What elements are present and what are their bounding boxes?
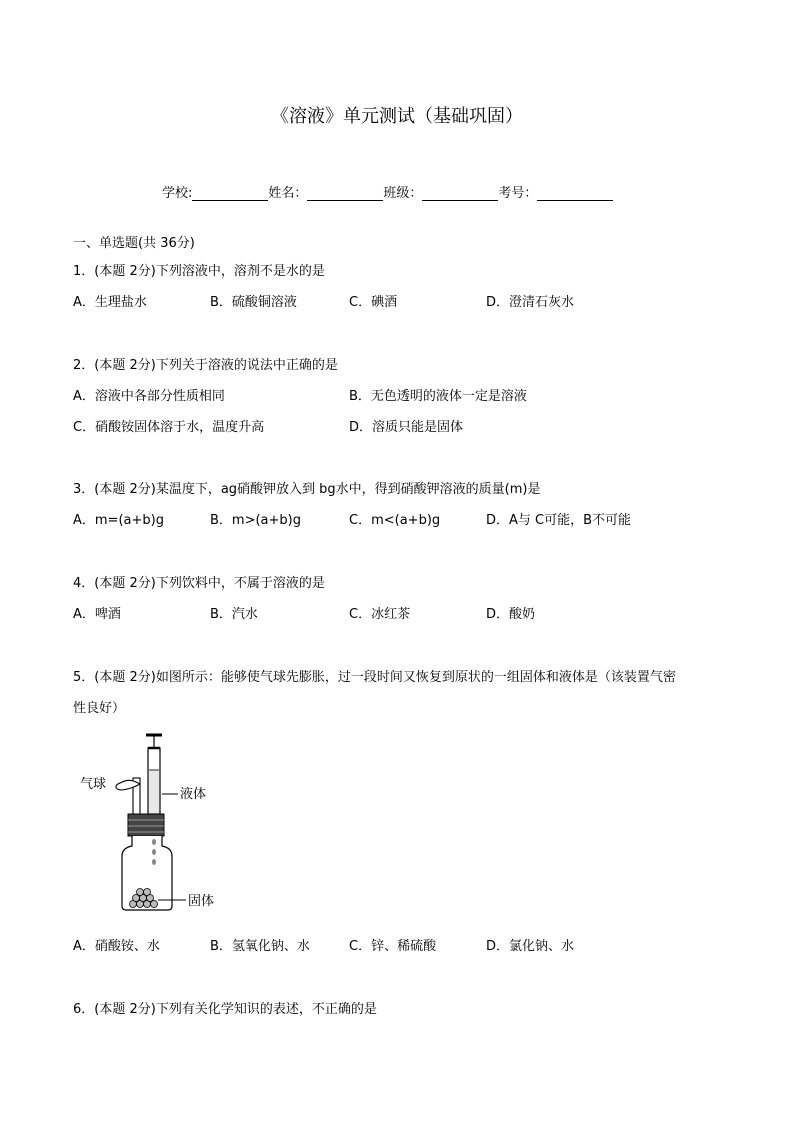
school-label: 学校: (162, 186, 193, 201)
q3-option-c[interactable]: C．m<(a+b)g (349, 513, 441, 528)
q1-option-d[interactable]: D．澄清石灰水 (486, 295, 575, 310)
section-heading: 一、单选题(共 36分) (73, 236, 195, 251)
liquid-label: 液体 (180, 787, 207, 802)
question-6-stem: 6．(本题 2分)下列有关化学知识的表述，不正确的是 (73, 1002, 377, 1017)
school-blank[interactable] (192, 186, 268, 201)
q2-option-a[interactable]: A．溶液中各部分性质相同 (73, 389, 225, 404)
number-label: 考号： (498, 186, 538, 201)
q2-option-b[interactable]: B．无色透明的液体一定是溶液 (349, 389, 527, 404)
q2-option-d[interactable]: D．溶质只能是固体 (349, 420, 464, 435)
droplet (152, 849, 156, 855)
number-blank[interactable] (537, 186, 613, 201)
q4-option-a[interactable]: A．啤酒 (73, 607, 121, 622)
class-blank[interactable] (422, 186, 498, 201)
q2-option-c[interactable]: C．硝酸铵固体溶于水，温度升高 (73, 420, 265, 435)
q4-option-d[interactable]: D．酸奶 (486, 607, 536, 622)
page-title: 《溶液》单元测试（基础巩固） (271, 106, 523, 127)
balloon-label: 气球 (80, 777, 107, 792)
q3-option-b[interactable]: B．m>(a+b)g (210, 513, 301, 528)
droplet (152, 839, 156, 845)
question-2-stem: 2．(本题 2分)下列关于溶液的说法中正确的是 (73, 358, 338, 373)
syringe-liquid (149, 770, 159, 813)
solid-label: 固体 (188, 894, 215, 909)
question-4-stem: 4．(本题 2分)下列饮料中，不属于溶液的是 (73, 576, 325, 591)
q1-option-c[interactable]: C．碘酒 (349, 295, 398, 310)
q5-option-b[interactable]: B．氢氧化钠、水 (210, 939, 310, 954)
q3-option-a[interactable]: A．m=(a+b)g (73, 513, 164, 528)
apparatus-figure (70, 728, 250, 918)
question-5-stem-line2: 性良好） (73, 701, 126, 716)
name-label: 姓名： (268, 186, 308, 201)
q5-option-a[interactable]: A．硝酸铵、水 (73, 939, 160, 954)
question-3-stem: 3．(本题 2分)某温度下，ag硝酸钾放入到 bg水中，得到硝酸钾溶液的质量(m)是 (73, 482, 541, 497)
class-label: 班级： (383, 186, 423, 201)
question-5-stem-line1: 5．(本题 2分)如图所示：能够使气球先膨胀，过一段时间又恢复到原状的一组固体和液体是（该装置气密 (73, 670, 676, 685)
q5-option-c[interactable]: C．锌、稀硫酸 (349, 939, 437, 954)
q1-option-b[interactable]: B．硫酸铜溶液 (210, 295, 297, 310)
q4-option-c[interactable]: C．冰红茶 (349, 607, 411, 622)
name-blank[interactable] (307, 186, 383, 201)
q4-option-b[interactable]: B．汽水 (210, 607, 258, 622)
droplet (152, 859, 156, 865)
student-info-line (162, 182, 613, 201)
q1-option-a[interactable]: A．生理盐水 (73, 295, 147, 310)
rubber-stopper (128, 814, 164, 836)
q3-option-d[interactable]: D．A与 C可能，B不可能 (486, 513, 632, 528)
question-1-stem: 1．(本题 2分)下列溶液中，溶剂不是水的是 (73, 264, 325, 279)
q5-option-d[interactable]: D．氯化钠、水 (486, 939, 575, 954)
